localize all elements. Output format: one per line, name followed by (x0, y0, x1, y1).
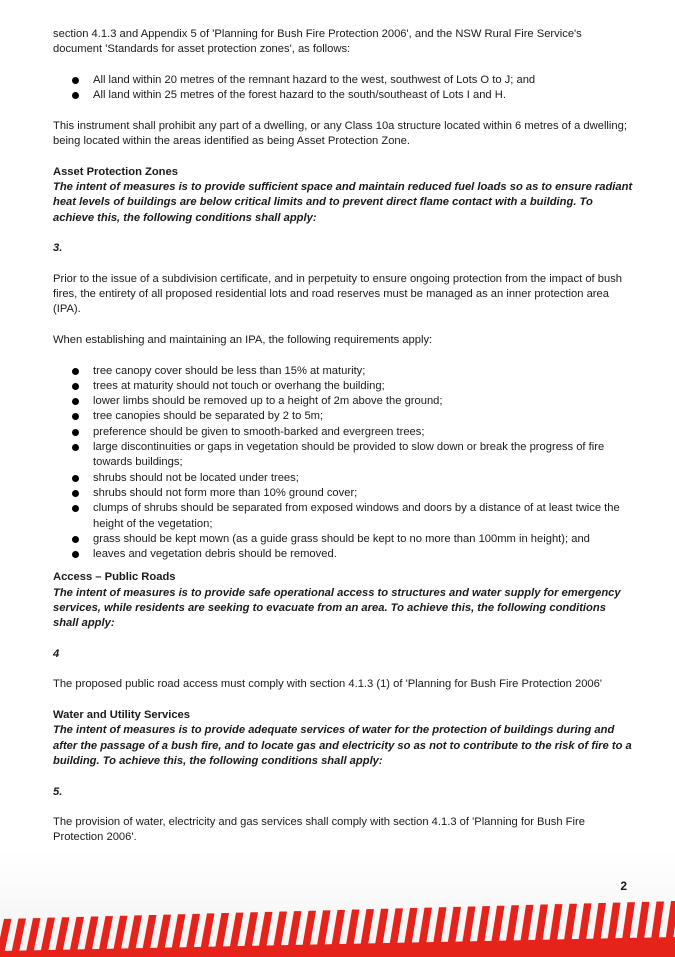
apz-paragraph-1: Prior to the issue of a subdivision certificate, and in perpetuity to ensure ongoing protection from the impact of bush fires, the entirety of all proposed residential lots and road reserves must be managed as an inner protection area (IPA). (53, 272, 623, 316)
water-intent: The intent of measures is to provide adequate services of water for the protection of buildings during and after the passage of a bush fire, and to locate gas and electricity so as not to contribute to the risk of fire to a building. To achieve this, the following conditions shall apply: (53, 724, 632, 767)
list-item: shrubs should not form more than 10% ground cover; (53, 486, 633, 501)
list-item: tree canopy cover should be less than 15% at maturity; (53, 364, 633, 379)
list-item: tree canopies should be separated by 2 to 5m; (53, 409, 633, 424)
ipa-requirements-list (53, 364, 633, 563)
list-item: grass should be kept mown (as a guide grass should be kept to no more than 100mm in height); and (53, 532, 633, 547)
spacer (53, 226, 633, 241)
spacer (53, 256, 633, 271)
list-item: All land within 25 metres of the forest hazard to the south/southeast of Lots I and H. (53, 88, 633, 103)
spacer (53, 632, 633, 647)
apz-heading: Asset Protection Zones (53, 165, 178, 178)
water-paragraph: The provision of water, electricity and gas services shall comply with section 4.1.3 of 'Planning for Bush Fire Protection 2006'. (53, 816, 585, 844)
spacer (53, 348, 633, 363)
list-item: preference should be given to smooth-barked and evergreen trees; (53, 425, 633, 440)
spacer (53, 318, 633, 333)
apz-intent: The intent of measures is to provide sufficient space and maintain reduced fuel loads so as to ensure radiant heat levels of buildings are below critical limits and to prevent direct flame contact with a building. To achieve this, the following conditions shall apply: (53, 180, 633, 224)
access-paragraph: The proposed public road access must comply with section 4.1.3 (1) of 'Planning for Bush Fire Protection 2006' (53, 678, 603, 691)
access-intent: The intent of measures is to provide safe operational access to structures and water supply for emergency services, while residents are seeking to evacuate from an area. To achieve this, the following conditions shall apply: (53, 586, 621, 630)
spacer (53, 103, 633, 118)
spacer (53, 562, 633, 570)
intro-bullet-list (53, 73, 633, 104)
condition-number-4: 4 (53, 647, 60, 660)
access-heading: Access – Public Roads (53, 571, 176, 584)
list-item: trees at maturity should not touch or overhang the building; (53, 379, 633, 394)
page-number: 2 (620, 879, 627, 893)
spacer (53, 693, 633, 708)
condition-number-3: 3. (53, 242, 63, 255)
document-body (53, 27, 633, 846)
list-item: clumps of shrubs should be separated from exposed windows and doors by a distance of at least twice the height of the vegetation; (53, 501, 633, 532)
condition-number-5: 5. (53, 785, 63, 798)
list-item: lower limbs should be removed up to a height of 2m above the ground; (53, 394, 633, 409)
spacer (53, 149, 633, 164)
apz-paragraph-2: When establishing and maintaining an IPA, the following requirements apply: (53, 333, 433, 346)
list-item: leaves and vegetation debris should be removed. (53, 547, 633, 562)
spacer (53, 58, 633, 73)
spacer (53, 662, 633, 677)
spacer (53, 800, 633, 815)
spacer (53, 769, 633, 784)
instrument-paragraph: This instrument shall prohibit any part of a dwelling, or any Class 10a structure located within 6 metres of a dwelling; being located within the areas identified as being Asset Protection Zone. (53, 119, 627, 148)
footer-stripe-decoration (0, 895, 675, 957)
water-heading: Water and Utility Services (53, 709, 190, 722)
list-item: large discontinuities or gaps in vegetation should be provided to slow down or break the progress of fire towards buildings; (53, 440, 633, 471)
list-item: All land within 20 metres of the remnant hazard to the west, southwest of Lots O to J; and (53, 73, 633, 88)
list-item: shrubs should not be located under trees; (53, 471, 633, 486)
intro-paragraph: section 4.1.3 and Appendix 5 of 'Planning for Bush Fire Protection 2006', and the NSW Rural Fire Service's document 'Standards for asset protection zones', as follows: (53, 28, 582, 56)
